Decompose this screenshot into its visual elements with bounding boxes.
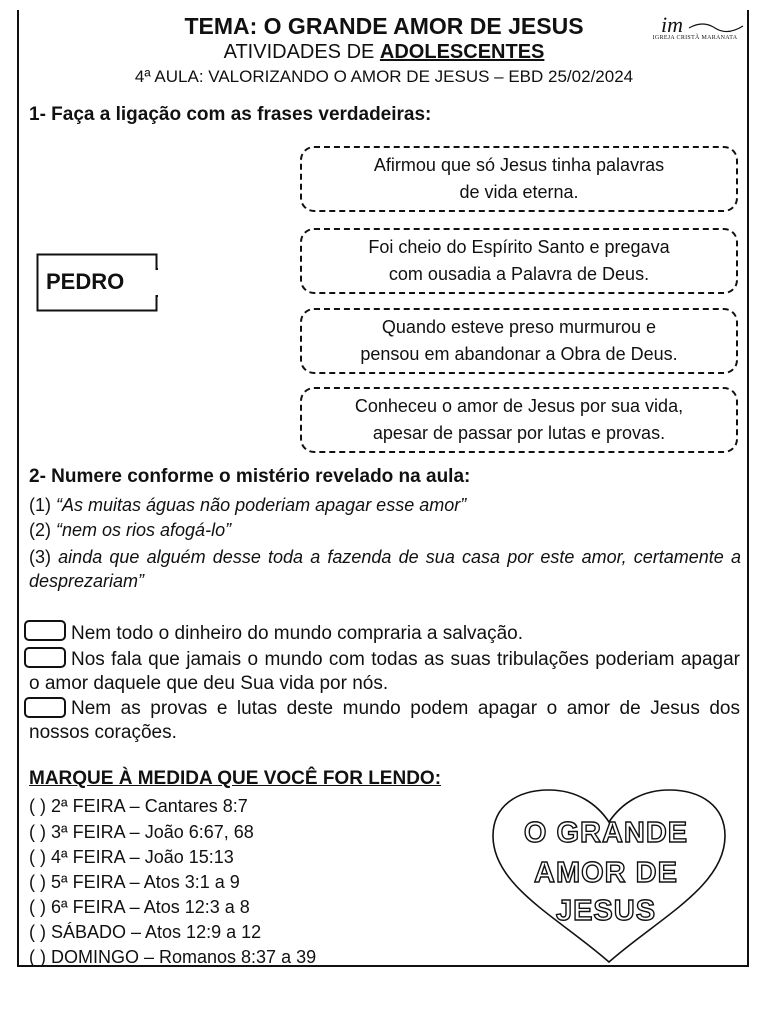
heart-icon	[489, 788, 729, 964]
heart-line-2: AMOR DE	[534, 857, 678, 889]
reading-item-thursday[interactable]: ( ) 5ª FEIRA – Atos 3:1 a 9	[29, 872, 240, 892]
mystery-2-text: “nem os rios afogá-lo”	[56, 520, 232, 540]
reading-item-sunday[interactable]: ( ) DOMINGO – Romanos 8:37 a 39	[29, 947, 317, 967]
option-2-line-2: com ousadia a Palavra de Deus.	[388, 264, 650, 284]
mystery-3	[29, 545, 741, 593]
reading-item-saturday[interactable]: ( ) SÁBADO – Atos 12:9 a 12	[29, 922, 262, 942]
option-box-3[interactable]	[300, 308, 738, 374]
option-3-line-1: Quando esteve preso murmurou e	[381, 317, 657, 337]
pedro-label: PEDRO	[46, 269, 125, 294]
mystery-3-text: ainda que alguém desse toda a fazenda de sua casa por este amor, certamente a desprezariam”	[29, 547, 741, 591]
reading-plan-heading: MARQUE À MEDIDA QUE VOCÊ FOR LENDO:	[29, 768, 442, 789]
reading-item-wednesday[interactable]: ( ) 4ª FEIRA – João 15:13	[29, 847, 234, 867]
option-3-line-2: pensou em abandonar a Obra de Deus.	[360, 344, 678, 364]
worksheet-subtitle	[0, 41, 768, 64]
option-box-1[interactable]	[300, 146, 738, 212]
option-4-line-2: apesar de passar por lutas e provas.	[372, 423, 666, 443]
option-box-2[interactable]	[300, 228, 738, 294]
question-2-heading: 2- Numere conforme o mistério revelado na aula:	[29, 466, 471, 487]
statement-2: Nos fala que jamais o mundo com todas as suas tribulações poderiam apagar o amor daquele que deu Sua vida por nós.	[29, 649, 740, 694]
option-box-4[interactable]	[300, 387, 738, 453]
mystery-1-text: “As muitas águas não poderiam apagar esse amor”	[56, 495, 467, 515]
heart-line-3: JESUS	[555, 895, 657, 927]
mystery-3-number: (3)	[29, 547, 59, 567]
reading-item-tuesday[interactable]: ( ) 3ª FEIRA – João 6:67, 68	[29, 822, 254, 842]
statement-3: Nem as provas e lutas deste mundo podem apagar o amor de Jesus dos nossos corações.	[29, 698, 740, 743]
worksheet-title: TEMA: O GRANDE AMOR DE JESUS	[184, 13, 584, 39]
mystery-1-number: (1)	[29, 495, 56, 515]
logo-text: IGREJA CRISTÃ MARANATA	[652, 35, 738, 41]
option-1-line-1: Afirmou que só Jesus tinha palavras	[373, 155, 665, 175]
church-logo	[645, 12, 745, 44]
reading-item-friday[interactable]: ( ) 6ª FEIRA – Atos 12:3 a 8	[29, 897, 250, 917]
statement-1: Nem todo o dinheiro do mundo compraria a salvação.	[71, 623, 524, 644]
heart-line-1: O GRANDE	[523, 817, 689, 849]
mystery-2	[29, 520, 231, 541]
lesson-line: 4ª AULA: VALORIZANDO O AMOR DE JESUS – EBD 25/02/2024	[134, 67, 634, 86]
option-1-line-2: de vida eterna.	[459, 182, 579, 202]
reading-item-monday[interactable]: ( ) 2ª FEIRA – Cantares 8:7	[29, 796, 248, 816]
option-4-line-1: Conheceu o amor de Jesus por sua vida,	[354, 396, 684, 416]
mystery-2-number: (2)	[29, 520, 56, 540]
option-2-line-1: Foi cheio do Espírito Santo e pregava	[368, 237, 670, 257]
logo-mark: im	[661, 12, 683, 37]
mystery-1	[29, 495, 466, 516]
subtitle-prefix: ATIVIDADES DE	[223, 41, 380, 63]
subtitle-audience: ADOLESCENTES	[379, 41, 545, 63]
question-1-heading: 1- Faça a ligação com as frases verdadeiras:	[29, 104, 432, 125]
